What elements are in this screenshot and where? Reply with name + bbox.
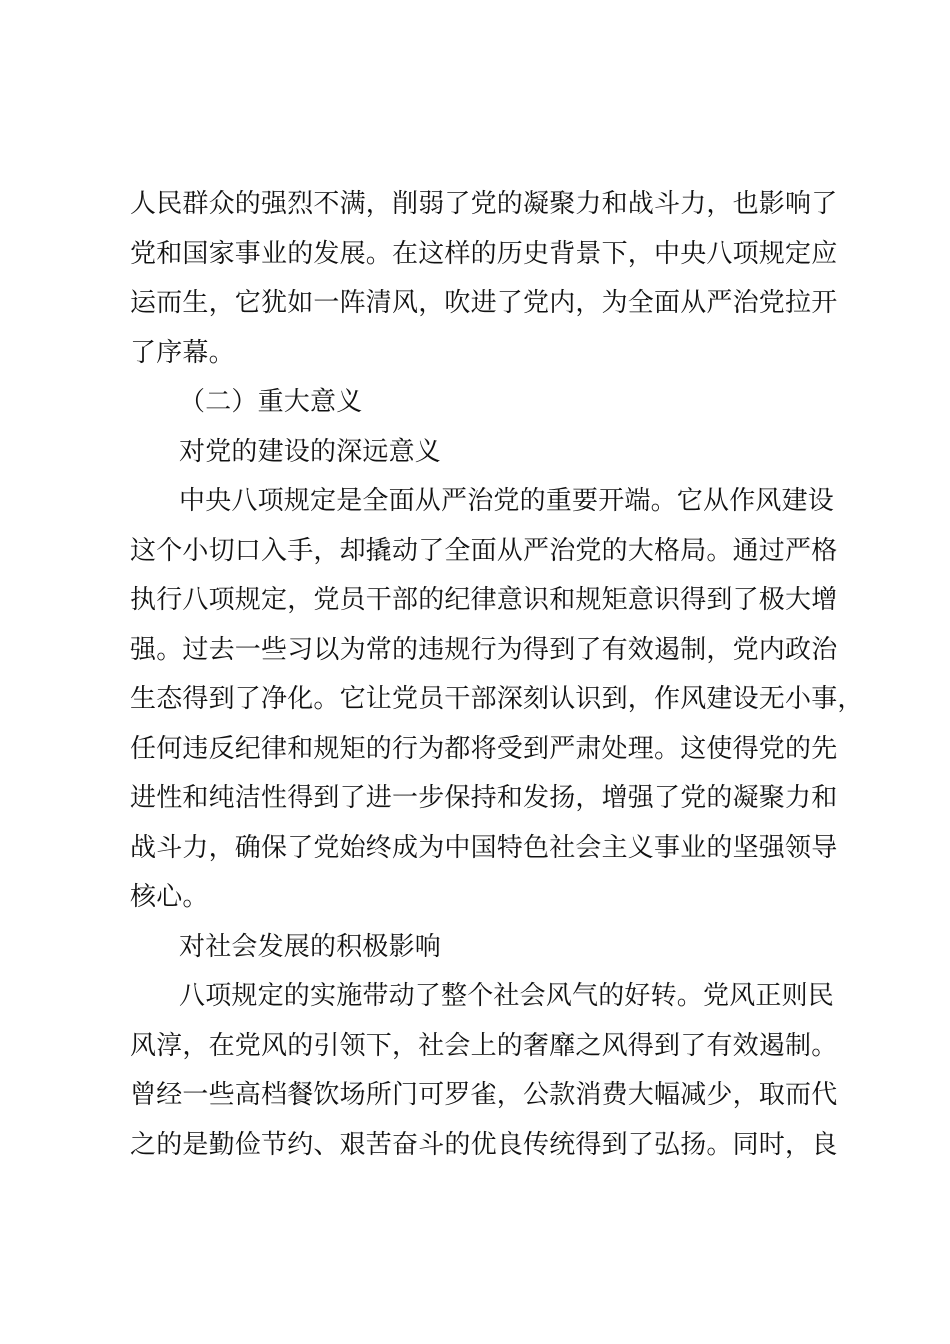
text-line: 了序幕。 xyxy=(130,337,235,368)
text-line: 执行八项规定，党员干部的纪律意识和规矩意识得到了极大增 xyxy=(130,585,838,615)
text-line: 党和国家事业的发展。在这样的历史背景下，中央八项规定应 xyxy=(130,238,838,269)
paragraph-first-line: 中央八项规定是全面从严治党的重要开端。它从作风建设 xyxy=(179,486,835,516)
subsection-heading: 对社会发展的积极影响 xyxy=(179,931,442,962)
paragraph-first-line: 八项规定的实施带动了整个社会风气的好转。党风正则民 xyxy=(179,981,835,1011)
text-line: 任何违反纪律和规矩的行为都将受到严肃处理。这使得党的先 xyxy=(130,733,838,764)
text-line: 人民群众的强烈不满，削弱了党的凝聚力和战斗力，也影响了 xyxy=(130,189,838,219)
subsection-heading: 对党的建设的深远意义 xyxy=(179,436,442,467)
text-line: 风淳，在党风的引领下，社会上的奢靡之风得到了有效遏制。 xyxy=(130,1030,838,1061)
document-body xyxy=(130,180,864,1170)
text-line: 这个小切口入手，却撬动了全面从严治党的大格局。通过严格 xyxy=(130,535,838,566)
text-line: 运而生，它犹如一阵清风，吹进了党内，为全面从严治党拉开 xyxy=(130,288,838,318)
text-line: 曾经一些高档餐饮场所门可罗雀，公款消费大幅减少，取而代 xyxy=(130,1080,838,1110)
text-line: 核心。 xyxy=(130,882,209,912)
section-heading: （二）重大意义 xyxy=(179,387,363,417)
text-line: 强。过去一些习以为常的违规行为得到了有效遏制，党内政治 xyxy=(130,634,838,665)
text-line: 战斗力，确保了党始终成为中国特色社会主义事业的坚强领导 xyxy=(130,832,838,863)
text-line: 进性和纯洁性得到了进一步保持和发扬，增强了党的凝聚力和 xyxy=(130,783,838,813)
text-line: 之的是勤俭节约、艰苦奋斗的优良传统得到了弘扬。同时，良 xyxy=(130,1129,838,1160)
text-line: 生态得到了净化。它让党员干部深刻认识到，作风建设无小事， xyxy=(130,684,864,714)
